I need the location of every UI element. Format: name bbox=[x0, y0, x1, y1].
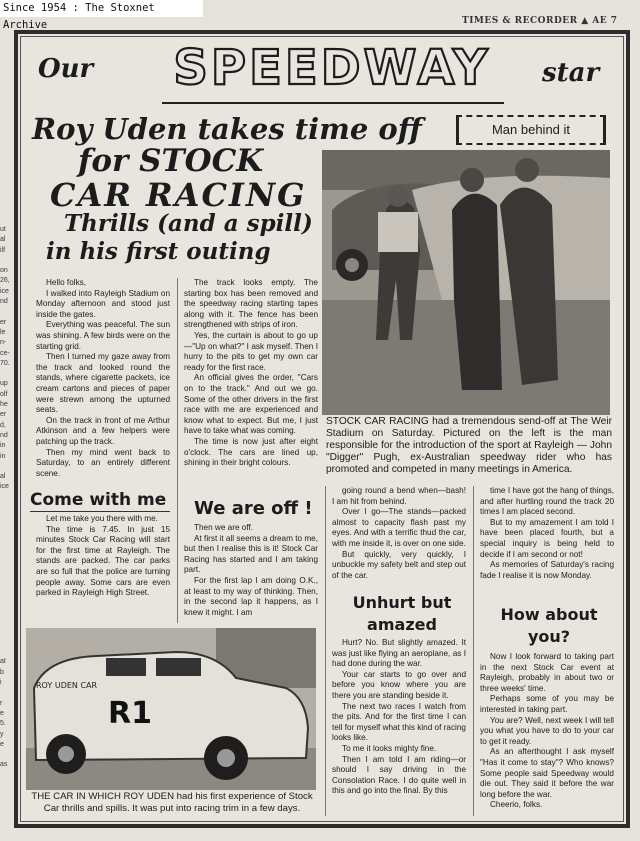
adjacent-fragment bbox=[0, 256, 14, 266]
adjacent-fragment: ilf bbox=[0, 246, 6, 254]
adjacent-fragment bbox=[0, 616, 14, 626]
adjacent-fragment: b bbox=[0, 668, 4, 676]
adjacent-fragment bbox=[0, 493, 14, 503]
paragraph: Let me take you there with me. bbox=[46, 514, 158, 523]
adjacent-fragment: nd bbox=[0, 298, 8, 306]
column-rule bbox=[473, 486, 474, 816]
column-rule bbox=[325, 486, 326, 816]
adjacent-fragment: n- bbox=[0, 339, 7, 347]
column-rule bbox=[177, 278, 178, 623]
car-door-lettering: ROY UDEN CAR bbox=[36, 681, 98, 690]
adjacent-fragment: ice bbox=[0, 483, 9, 491]
adjacent-fragment: er bbox=[0, 318, 7, 326]
adjacent-fragment bbox=[0, 647, 14, 657]
adjacent-fragment bbox=[0, 513, 14, 523]
adjacent-fragment bbox=[0, 637, 14, 647]
adjacent-fragment: nd bbox=[0, 431, 8, 439]
article-column-4a bbox=[480, 486, 614, 581]
article-column-4b bbox=[480, 652, 614, 811]
adjacent-fragment: r bbox=[0, 699, 3, 707]
adjacent-fragment bbox=[0, 750, 14, 760]
adjacent-fragment bbox=[0, 555, 14, 565]
paragraph: But to my amazement I am told I have been placed fourth, but a special inquiry is being held to decide if I am second or not! bbox=[480, 517, 614, 559]
paragraph: An official gives the order, "Cars on to the track." And out we go. Some of the other drivers in the first race with me are experienced and know what to expect. But me, I just have to take what was coming. bbox=[184, 373, 318, 436]
adjacent-fragment: he bbox=[0, 401, 8, 409]
paragraph: Everything was peaceful. The sun was shining. A few birds were on the starting grid. bbox=[36, 320, 170, 351]
paragraph: As an afterthought I ask myself "Has it come to stay"? Who knows? Some people said Speedway would die out. They said it before the war long before the war. bbox=[480, 747, 614, 799]
stadium-photo bbox=[322, 150, 610, 415]
paragraph: Your car starts to go over and before you know where you are there you are standing beside it. bbox=[332, 669, 466, 700]
adjacent-fragment bbox=[0, 462, 14, 472]
car-photo-image bbox=[26, 628, 316, 790]
paragraph: Now I look forward to taking part in the next Stock Car event at Rayleigh, probably in about two or three weeks' time. bbox=[480, 652, 614, 693]
paragraph: I walked into Rayleigh Stadium on Monday afternoon and stood just inside the gates. bbox=[36, 288, 170, 319]
headline-line-4: Thrills (and a spill) bbox=[64, 210, 313, 237]
masthead-right: star bbox=[542, 58, 600, 88]
adjacent-fragment bbox=[0, 771, 14, 781]
paragraph: As memories of Saturday's racing fade I realise it is now Monday. bbox=[480, 560, 614, 580]
paragraph: The time is now just after eight o'clock. The cars are lined up, shining in their bright colours. bbox=[184, 436, 318, 468]
subhead-we-are-off: We are off ! bbox=[194, 498, 313, 519]
adjacent-fragment: in bbox=[0, 442, 6, 450]
article-column-2a bbox=[184, 278, 318, 469]
stadium-photo-image bbox=[322, 150, 610, 415]
article-column-3b bbox=[332, 638, 466, 797]
adjacent-fragment: 26, bbox=[0, 277, 10, 285]
photo-caption-1: STOCK CAR RACING had a tremendous send-off at The Weir Stadium on Saturday. Pictured on the left is the man responsible for the introduction of the sport at Rayleigh — John "Digger" Pugh, ex-Australian speedway rider who has promoted and competed in many meetings in America. bbox=[326, 416, 612, 475]
adjacent-column-fragment bbox=[0, 225, 14, 785]
man-behind-it-box: Man behind it bbox=[456, 115, 606, 145]
article-column-1a bbox=[36, 278, 170, 479]
adjacent-fragment bbox=[0, 688, 14, 698]
paragraph: To me it looks mighty fine. bbox=[342, 743, 437, 753]
paragraph: Over I go—The stands—packed almost to capacity flash past my eyes. And with a terrific thud the car, with me inside it, is over on one side. bbox=[332, 507, 466, 548]
paragraph: The next two races I watch from the pits. And for the first time I can tell for myself what this kind of racing looks like. bbox=[332, 701, 466, 743]
adjacent-fragment: as bbox=[0, 761, 8, 769]
masthead-underline bbox=[162, 102, 504, 104]
article-column-3a bbox=[332, 486, 466, 581]
paragraph: Yes, the curtain is about to go up—"Up on what?" I ask myself. Then I hurry to the pits to get my own car ready for the first race. bbox=[184, 330, 318, 372]
adjacent-fragment bbox=[0, 606, 14, 616]
subhead-unhurt-but-amazed: Unhurt but amazed bbox=[352, 593, 452, 634]
masthead-left: Our bbox=[38, 54, 94, 84]
adjacent-fragment bbox=[0, 503, 14, 513]
adjacent-fragment: on bbox=[0, 267, 8, 275]
paragraph: Hurt? No. But slightly amazed. It was just like flying an aeroplane, as I had done during the war. bbox=[332, 638, 466, 669]
article-column-1b bbox=[36, 514, 170, 599]
car-number: R1 bbox=[108, 696, 152, 731]
adjacent-fragment: d, bbox=[0, 421, 6, 429]
headline-line-1: Roy Uden takes time off bbox=[32, 112, 422, 146]
archive-label: Since 1954 : The Stoxnet Archive bbox=[0, 0, 203, 17]
adjacent-fragment bbox=[0, 565, 14, 575]
adjacent-fragment: ut bbox=[0, 226, 6, 233]
headline-line-2: for STOCK bbox=[78, 143, 264, 179]
paragraph: At first it all seems a dream to me, but then I realise this is it! Stock Car Racing has started and I am taking part. bbox=[184, 533, 318, 575]
car-photo bbox=[26, 628, 316, 790]
paragraph: Then we are off. bbox=[194, 523, 254, 532]
adjacent-fragment: le bbox=[0, 328, 6, 336]
paragraph: Then I turned my gaze away from the track and looked round the stands, where cigarette packets, ice cream cartons and pieces of paper were strewn among the upturned seats. bbox=[36, 352, 170, 415]
subhead-how-about-you: How about you? bbox=[500, 605, 598, 646]
adjacent-fragment bbox=[0, 534, 14, 544]
paragraph: The track looks empty. The starting box has been removed and the speedway racing starting tapes along with it. The fence has been strengthened with strips of iron. bbox=[184, 278, 318, 330]
adjacent-fragment: i bbox=[0, 679, 2, 687]
adjacent-fragment: al bbox=[0, 473, 6, 481]
adjacent-fragment: e bbox=[0, 740, 4, 748]
adjacent-fragment bbox=[0, 544, 14, 554]
paragraph: Then my mind went back to Saturday, to an entirely different scene. bbox=[36, 447, 170, 478]
headline-line-3: CAR RACING bbox=[50, 176, 307, 214]
adjacent-fragment: e bbox=[0, 709, 4, 717]
photo-caption-2: THE CAR IN WHICH ROY UDEN had his first experience of Stock Car thrills and spills. It was put into racing trim in a few days. bbox=[31, 791, 313, 814]
paragraph: For the first lap I am doing O.K., at least to my way of thinking. Then, in the second lap it happens, as I knew it might. I am bbox=[184, 575, 318, 617]
adjacent-fragment: ice bbox=[0, 287, 9, 295]
adjacent-fragment: al bbox=[0, 236, 6, 244]
adjacent-fragment: er bbox=[0, 411, 7, 419]
adjacent-fragment bbox=[0, 524, 14, 534]
masthead-title: SPEEDWAY bbox=[173, 40, 491, 96]
paragraph: But quickly, very quickly, I unbuckle my safety belt and step out of the car. bbox=[332, 549, 466, 580]
subhead-come-with-me: Come with me bbox=[30, 490, 167, 510]
adjacent-fragment: up bbox=[0, 380, 8, 388]
adjacent-fragment: ce- bbox=[0, 349, 10, 357]
adjacent-fragment: olf bbox=[0, 390, 8, 398]
adjacent-fragment bbox=[0, 627, 14, 637]
paragraph: time I have got the hang of things, and after hurtling round the track 20 times I am placed second. bbox=[480, 486, 614, 517]
paragraph: On the track in front of me Arthur Atkinson and a few helpers were patching up the track. bbox=[36, 415, 170, 446]
paragraph: The time is 7.45. In just 15 minutes Stock Car Racing will start for the first time at Rayleigh. The stands are packed. The car parks are so full that the police are turning people away. Some cars are even parked in Rayleigh High Street. bbox=[36, 524, 170, 598]
paragraph: Cheerio, folks. bbox=[490, 800, 543, 810]
headline-line-5: in his first outing bbox=[46, 238, 271, 265]
adjacent-fragment bbox=[0, 369, 14, 379]
page-header: TIMES & RECORDER ▲ AE 7 bbox=[462, 16, 618, 26]
adjacent-fragment bbox=[0, 781, 14, 785]
adjacent-fragment: in bbox=[0, 452, 6, 460]
adjacent-fragment bbox=[0, 307, 14, 317]
adjacent-fragment bbox=[0, 575, 14, 585]
adjacent-fragment: at bbox=[0, 658, 6, 666]
paragraph: Perhaps some of you may be interested in taking part. bbox=[480, 694, 614, 714]
paragraph: Hello folks, bbox=[46, 278, 87, 287]
adjacent-fragment: 5. bbox=[0, 720, 6, 728]
article-column-2b bbox=[184, 523, 318, 618]
paragraph: You are? Well, next week I will tell you what you have to do to your car to get it ready. bbox=[480, 715, 614, 746]
adjacent-fragment: y bbox=[0, 730, 4, 738]
subhead-rule bbox=[30, 511, 170, 512]
paragraph: Then I am told I am riding—or should I say driving in the Consolation Race. I do quite well in this and go into the final. By this bbox=[332, 754, 466, 796]
adjacent-fragment: 70. bbox=[0, 359, 10, 367]
adjacent-fragment bbox=[0, 585, 14, 595]
paragraph: going round a bend when—bash! I am hit from behind. bbox=[332, 486, 466, 506]
adjacent-fragment bbox=[0, 596, 14, 606]
